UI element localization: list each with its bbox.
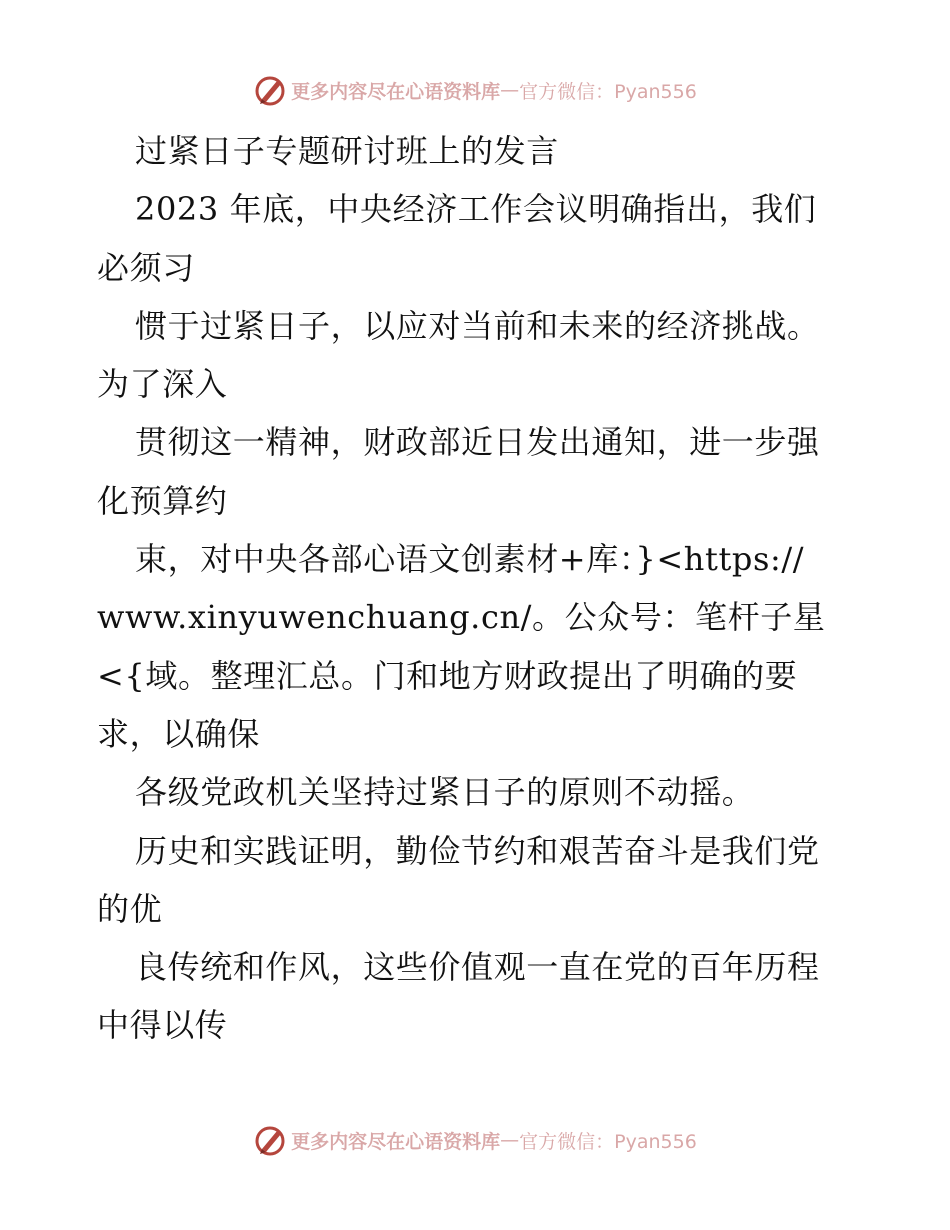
text-line: 贯彻这一精神，财政部近日发出通知，进一步强 xyxy=(135,423,820,462)
footer-site-name: 更多内容尽在心语资料库 xyxy=(291,1130,501,1153)
header-banner xyxy=(0,70,950,110)
text-line: <{域。整理汇总。门和地方财政提出了明确的要 xyxy=(97,656,798,695)
text-line: 求，以确保 xyxy=(97,714,261,753)
text-line: www.xinyuwenchuang.cn/。公众号：笔杆子星 xyxy=(97,598,826,637)
footer-banner xyxy=(0,1120,950,1160)
text-line: 2023 年底，中央经济工作会议明确指出，我们 xyxy=(135,190,817,229)
text-line: 中得以传 xyxy=(97,1006,228,1045)
text-line: 为了深入 xyxy=(97,365,228,404)
pen-logo-icon xyxy=(253,1123,287,1157)
text-line: 必须习 xyxy=(97,248,195,287)
text-line: 历史和实践证明，勤俭节约和艰苦奋斗是我们党 xyxy=(135,831,820,870)
pen-logo-icon xyxy=(253,73,287,107)
text-line: 良传统和作风，这些价值观一直在党的百年历程 xyxy=(135,948,820,987)
document-body xyxy=(97,122,877,1055)
text-line: 的优 xyxy=(97,889,163,928)
text-line: 各级党政机关坚持过紧日子的原则不动摇。 xyxy=(135,773,755,812)
text-line: 束，对中央各部心语文创素材+库：}<https:// xyxy=(135,540,805,579)
header-wechat: 官方微信：Pyan556 xyxy=(519,80,697,103)
header-separator: — xyxy=(500,79,520,101)
text-line: 化预算约 xyxy=(97,481,228,520)
footer-separator: — xyxy=(500,1129,520,1151)
header-site-name: 更多内容尽在心语资料库 xyxy=(291,80,501,103)
footer-wechat: 官方微信：Pyan556 xyxy=(519,1130,697,1153)
text-line: 惯于过紧日子，以应对当前和未来的经济挑战。 xyxy=(135,306,820,345)
text-line: 过紧日子专题研讨班上的发言 xyxy=(135,132,559,170)
